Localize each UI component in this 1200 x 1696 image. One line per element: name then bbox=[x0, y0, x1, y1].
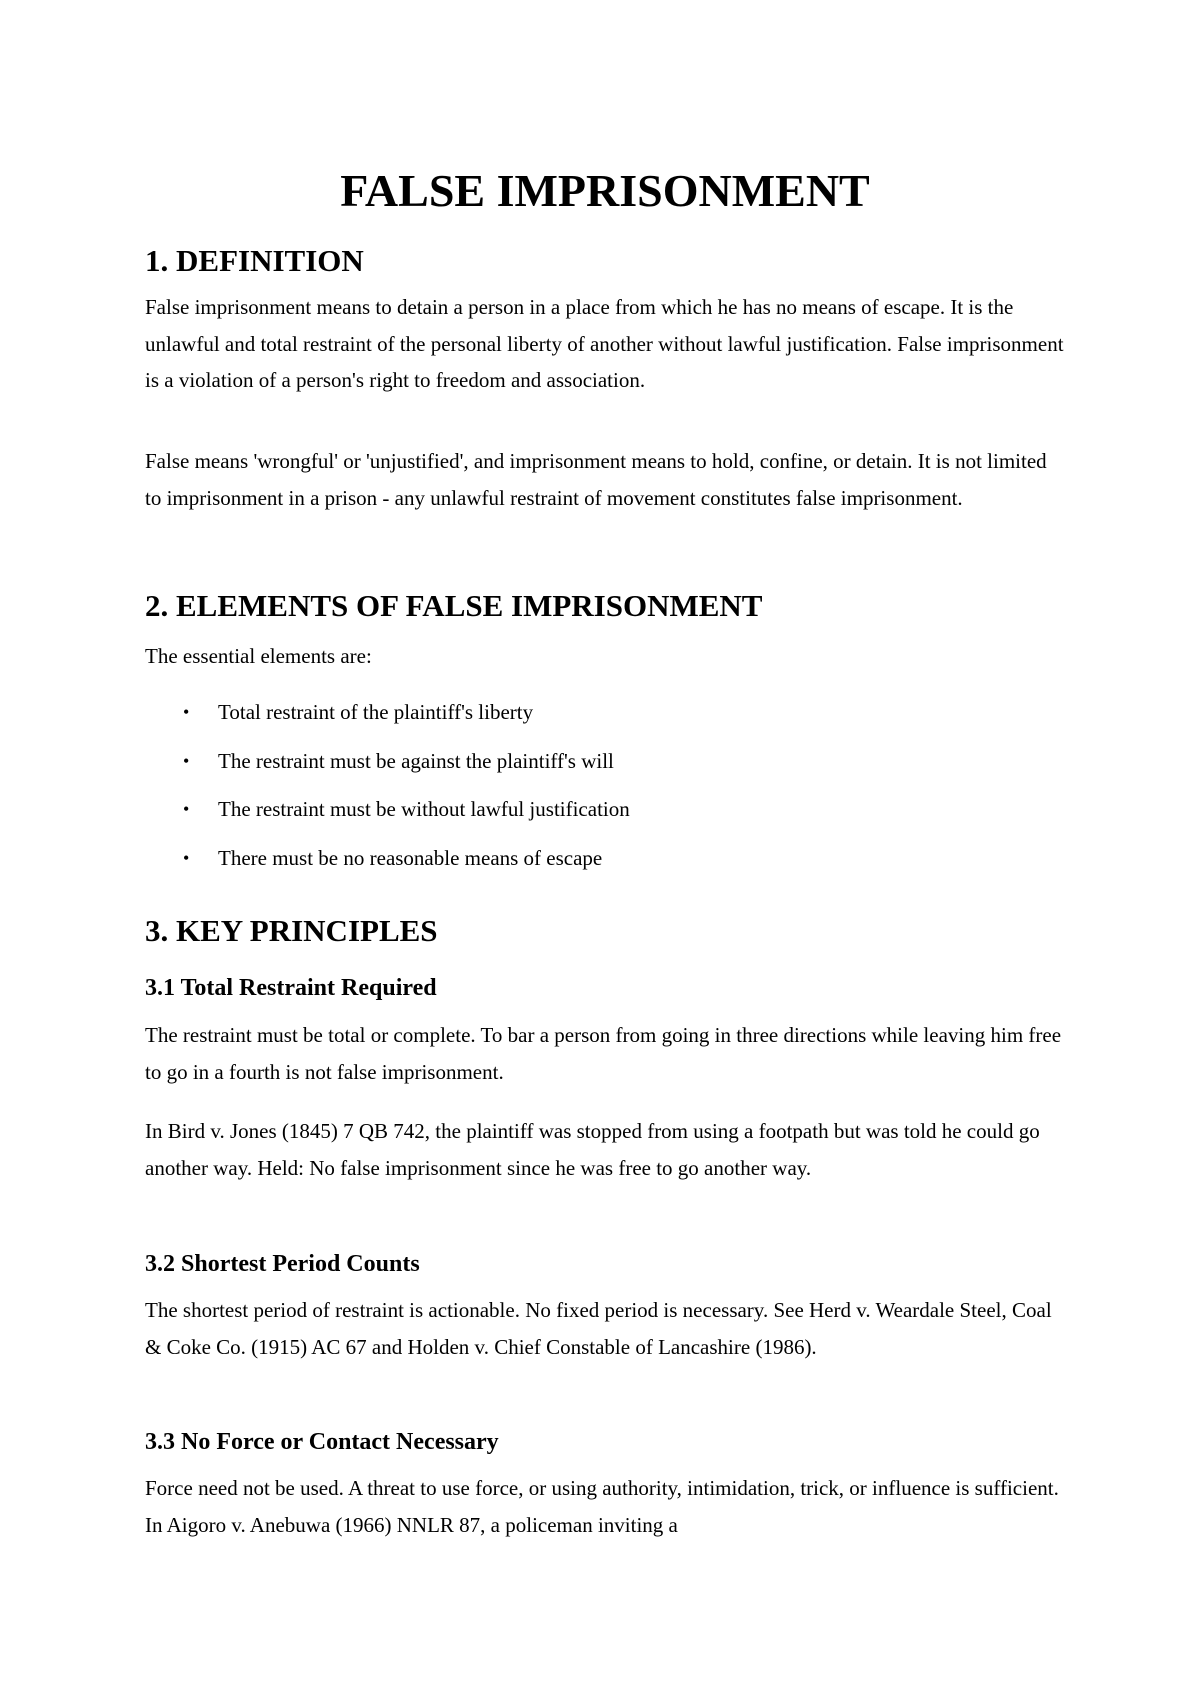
definition-paragraph-2: False means 'wrongful' or 'unjustified', and imprisonment means to hold, confine, or detain. It is not limited to imprisonment in a prison - any unlawful restraint of movement constitutes false imprisonment. bbox=[145, 449, 1047, 510]
principle-3-1-paragraph-2: In Bird v. Jones (1845) 7 QB 742, the plaintiff was stopped from using a footpath but was told he could go another way. Held: No false imprisonment since he was free to go another way. bbox=[145, 1119, 1040, 1180]
list-item-text: There must be no reasonable means of escape bbox=[218, 845, 603, 870]
list-item bbox=[145, 840, 1065, 889]
section-heading-key-principles: 3. KEY PRINCIPLES bbox=[145, 913, 438, 948]
subsection-heading-3-2: 3.2 Shortest Period Counts bbox=[145, 1251, 420, 1277]
list-item-text: The restraint must be without lawful justification bbox=[218, 797, 630, 821]
elements-list bbox=[145, 694, 1065, 888]
elements-intro: The essential elements are: bbox=[145, 644, 372, 668]
bullet-icon: • bbox=[183, 799, 190, 819]
list-item-text: The restraint must be against the plaintiff's will bbox=[218, 748, 614, 773]
principle-3-2-paragraph-1: The shortest period of restraint is actionable. No fixed period is necessary. See Herd v. Weardale Steel, Coal & Coke Co. (1915) AC 67 and Holden v. Chief Constable of Lancashire (1986). bbox=[145, 1298, 1052, 1359]
section-heading-definition: 1. DEFINITION bbox=[145, 243, 364, 278]
subsection-heading-3-3: 3.3 No Force or Contact Necessary bbox=[145, 1429, 499, 1455]
list-item-text: Total restraint of the plaintiff's liberty bbox=[218, 700, 534, 724]
list-item bbox=[145, 791, 1065, 840]
principle-3-3-paragraph-1: Force need not be used. A threat to use force, or using authority, intimidation, trick, or influence is sufficient. In Aigoro v. Anebuwa (1966) NNLR 87, a policeman inviting a bbox=[145, 1476, 1059, 1537]
list-item bbox=[145, 743, 1065, 792]
principle-3-1-paragraph-1: The restraint must be total or complete. To bar a person from going in three directions while leaving him free to go in a fourth is not false imprisonment. bbox=[145, 1023, 1062, 1084]
bullet-icon: • bbox=[183, 702, 190, 722]
bullet-icon: • bbox=[183, 847, 190, 868]
document-title: FALSE IMPRISONMENT bbox=[340, 165, 870, 216]
definition-paragraph-1: False imprisonment means to detain a person in a place from which he has no means of escape. It is the unlawful and total restraint of the personal liberty of another without lawful justification. False imprisonment is a violation of a person's right to freedom and association. bbox=[145, 295, 1064, 392]
subsection-heading-3-1: 3.1 Total Restraint Required bbox=[145, 975, 437, 1001]
list-item bbox=[145, 694, 1065, 743]
bullet-icon: • bbox=[183, 750, 190, 771]
section-heading-elements: 2. ELEMENTS OF FALSE IMPRISONMENT bbox=[145, 588, 763, 623]
